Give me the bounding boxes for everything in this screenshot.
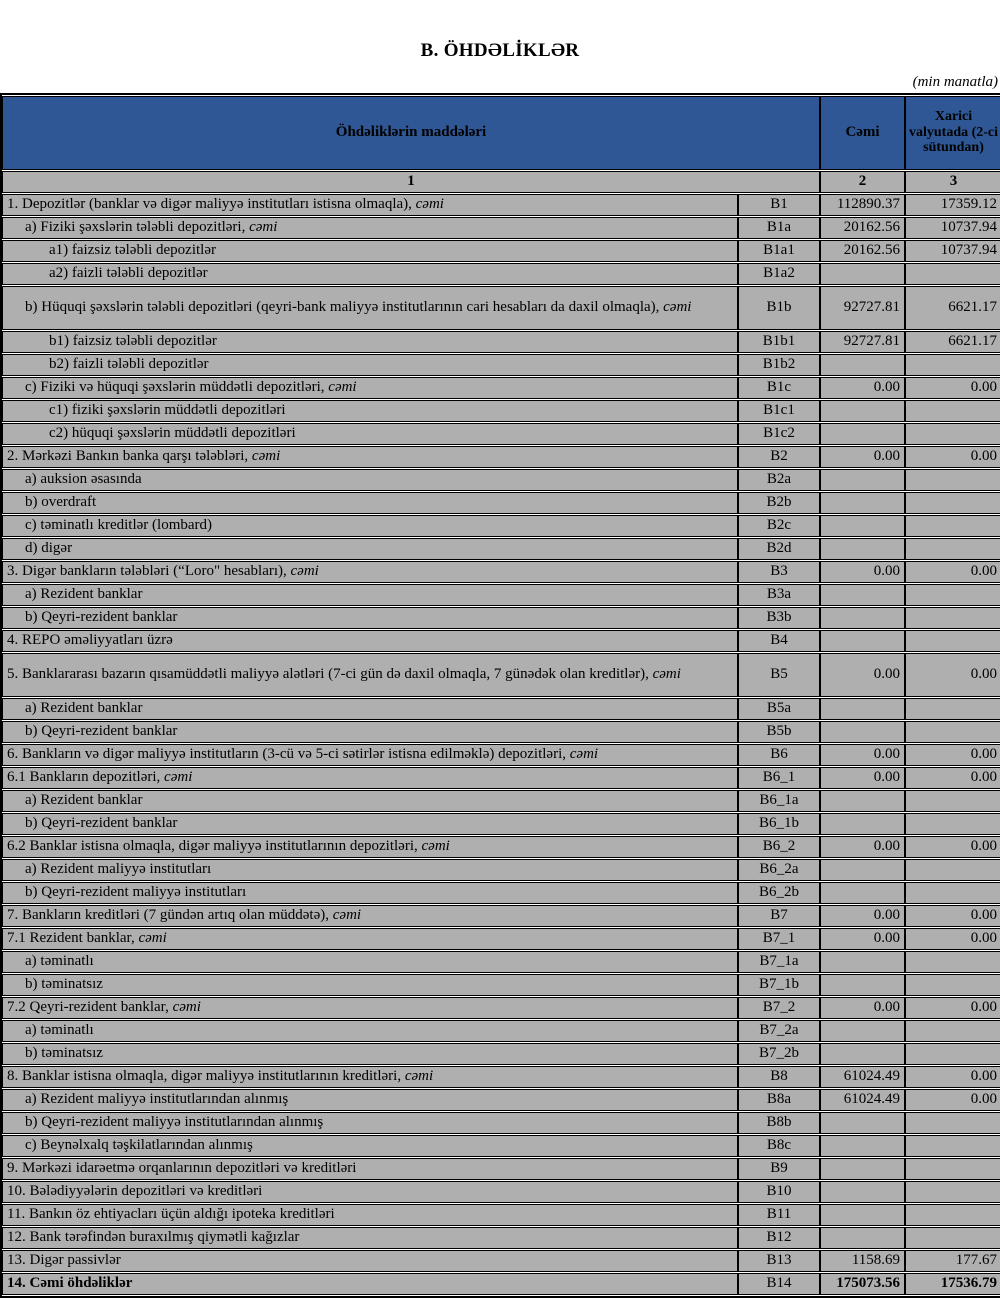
row-fx-value: 0.00 <box>905 377 1000 399</box>
table-row <box>2 859 1000 881</box>
row-fx-value: 0.00 <box>905 1066 1000 1088</box>
row-fx-value <box>905 400 1000 422</box>
row-code: B7_1b <box>738 974 820 996</box>
row-total-value <box>820 630 905 652</box>
row-total-value <box>820 790 905 812</box>
row-label: a) təminatlı <box>2 951 738 973</box>
table-row <box>2 744 1000 766</box>
row-code: B4 <box>738 630 820 652</box>
table-row <box>2 1135 1000 1157</box>
row-total-value <box>820 1135 905 1157</box>
row-code: B2d <box>738 538 820 560</box>
row-label: 2. Mərkəzi Bankın banka qarşı tələbləri, cəmi <box>2 446 738 468</box>
row-total-value: 0.00 <box>820 905 905 927</box>
row-label: 14. Cəmi öhdəliklər <box>2 1273 738 1295</box>
row-label: b) Hüquqi şəxslərin tələbli depozitləri (qeyri-bank maliyyə institutlarının cari hesabları da daxil olmaqla), cəmi <box>2 286 738 330</box>
row-fx-value <box>905 630 1000 652</box>
row-total-value: 61024.49 <box>820 1089 905 1111</box>
table-row <box>2 882 1000 904</box>
row-total-value <box>820 721 905 743</box>
row-code: B1b2 <box>738 354 820 376</box>
row-label: a) Rezident banklar <box>2 698 738 720</box>
row-total-value <box>820 1020 905 1042</box>
row-code: B5a <box>738 698 820 720</box>
row-label: 11. Bankın öz ehtiyacları üçün aldığı ipoteka kreditləri <box>2 1204 738 1226</box>
table-row <box>2 928 1000 950</box>
row-fx-value <box>905 1204 1000 1226</box>
table-row <box>2 974 1000 996</box>
row-fx-value: 0.00 <box>905 836 1000 858</box>
table-row <box>2 698 1000 720</box>
row-fx-value <box>905 1227 1000 1249</box>
row-label: 9. Mərkəzi idarəetmə orqanlarının depozitləri və kreditləri <box>2 1158 738 1180</box>
row-label: 12. Bank tərəfindən buraxılmış qiymətli kağızlar <box>2 1227 738 1249</box>
row-total-value <box>820 1158 905 1180</box>
row-label: b) Qeyri-rezident banklar <box>2 607 738 629</box>
table-row <box>2 1273 1000 1295</box>
row-code: B6_2b <box>738 882 820 904</box>
table-row <box>2 1066 1000 1088</box>
row-fx-value <box>905 1181 1000 1203</box>
row-total-value <box>820 492 905 514</box>
row-label: b) Qeyri-rezident banklar <box>2 813 738 835</box>
row-total-value: 0.00 <box>820 377 905 399</box>
row-fx-value: 17536.79 <box>905 1273 1000 1295</box>
row-fx-value <box>905 1112 1000 1134</box>
row-label: 13. Digər passivlər <box>2 1250 738 1272</box>
table-row <box>2 1250 1000 1272</box>
row-fx-value <box>905 1135 1000 1157</box>
row-label: c1) fiziki şəxslərin müddətli depozitləri <box>2 400 738 422</box>
row-total-value <box>820 974 905 996</box>
table-row <box>2 492 1000 514</box>
row-fx-value <box>905 790 1000 812</box>
row-code: B1 <box>738 194 820 216</box>
row-label: 3. Digər bankların tələbləri (“Loro" hesabları), cəmi <box>2 561 738 583</box>
table-header-row <box>2 96 1000 170</box>
table-row <box>2 538 1000 560</box>
row-total-value: 0.00 <box>820 446 905 468</box>
row-code: B1b1 <box>738 331 820 353</box>
row-fx-value: 6621.17 <box>905 331 1000 353</box>
row-label: 4. REPO əməliyyatları üzrə <box>2 630 738 652</box>
row-total-value: 61024.49 <box>820 1066 905 1088</box>
row-fx-value <box>905 607 1000 629</box>
row-fx-value: 17359.12 <box>905 194 1000 216</box>
liabilities-table <box>0 93 1000 1298</box>
row-label: 7.2 Qeyri-rezident banklar, cəmi <box>2 997 738 1019</box>
row-code: B2 <box>738 446 820 468</box>
row-fx-value: 0.00 <box>905 997 1000 1019</box>
table-row <box>2 1158 1000 1180</box>
table-row <box>2 584 1000 606</box>
row-label: a) Rezident banklar <box>2 790 738 812</box>
row-total-value: 0.00 <box>820 928 905 950</box>
table-row <box>2 194 1000 216</box>
row-label: a) Rezident maliyyə institutları <box>2 859 738 881</box>
row-total-value <box>820 859 905 881</box>
row-code: B7 <box>738 905 820 927</box>
row-total-value <box>820 263 905 285</box>
row-code: B8c <box>738 1135 820 1157</box>
row-fx-value <box>905 469 1000 491</box>
row-fx-value: 6621.17 <box>905 286 1000 330</box>
row-code: B1c2 <box>738 423 820 445</box>
header-fx-column: Xarici valyutada (2-ci sütundan) <box>905 96 1000 170</box>
table-row <box>2 1112 1000 1134</box>
table-row <box>2 469 1000 491</box>
table-row <box>2 721 1000 743</box>
row-code: B6 <box>738 744 820 766</box>
row-code: B2b <box>738 492 820 514</box>
row-total-value <box>820 1204 905 1226</box>
column-number-row <box>2 171 1000 193</box>
row-total-value: 0.00 <box>820 653 905 697</box>
row-code: B7_2a <box>738 1020 820 1042</box>
row-code: B7_2b <box>738 1043 820 1065</box>
table-row <box>2 331 1000 353</box>
row-total-value <box>820 469 905 491</box>
column-number-3: 3 <box>905 171 1000 193</box>
row-code: B1c <box>738 377 820 399</box>
row-label: a) auksion əsasında <box>2 469 738 491</box>
row-code: B1c1 <box>738 400 820 422</box>
table-row <box>2 400 1000 422</box>
row-total-value <box>820 1181 905 1203</box>
row-fx-value: 177.67 <box>905 1250 1000 1272</box>
row-code: B11 <box>738 1204 820 1226</box>
row-label: 6.1 Bankların depozitləri, cəmi <box>2 767 738 789</box>
table-row <box>2 263 1000 285</box>
row-total-value <box>820 538 905 560</box>
row-label: b) təminatsız <box>2 974 738 996</box>
row-label: a2) faizli tələbli depozitlər <box>2 263 738 285</box>
row-label: 8. Banklar istisna olmaqla, digər maliyyə institutlarının kreditləri, cəmi <box>2 1066 738 1088</box>
row-code: B10 <box>738 1181 820 1203</box>
table-row <box>2 836 1000 858</box>
row-code: B2c <box>738 515 820 537</box>
row-code: B6_1 <box>738 767 820 789</box>
table-row <box>2 607 1000 629</box>
row-code: B6_1b <box>738 813 820 835</box>
row-code: B5 <box>738 653 820 697</box>
row-label: a) Fiziki şəxslərin tələbli depozitləri, cəmi <box>2 217 738 239</box>
row-total-value <box>820 813 905 835</box>
row-label: 10. Bələdiyyələrin depozitləri və kreditləri <box>2 1181 738 1203</box>
row-label: 1. Depozitlər (banklar və digər maliyyə institutları istisna olmaqla), cəmi <box>2 194 738 216</box>
row-total-value: 0.00 <box>820 744 905 766</box>
row-label: b2) faizli tələbli depozitlər <box>2 354 738 376</box>
row-fx-value: 0.00 <box>905 446 1000 468</box>
row-label: a) təminatlı <box>2 1020 738 1042</box>
row-label: 5. Banklararası bazarın qısamüddətli maliyyə alətləri (7-ci gün də daxil olmaqla, 7 günədək olan kreditlər), cəmi <box>2 653 738 697</box>
row-fx-value <box>905 1043 1000 1065</box>
table-row <box>2 997 1000 1019</box>
row-code: B6_2a <box>738 859 820 881</box>
row-fx-value <box>905 492 1000 514</box>
row-label: d) digər <box>2 538 738 560</box>
row-code: B8 <box>738 1066 820 1088</box>
row-total-value: 20162.56 <box>820 217 905 239</box>
table-row <box>2 1204 1000 1226</box>
table-row <box>2 561 1000 583</box>
row-label: a) Rezident banklar <box>2 584 738 606</box>
column-number-1: 1 <box>2 171 820 193</box>
row-label: c) təminatlı kreditlər (lombard) <box>2 515 738 537</box>
row-label: 6. Bankların və digər maliyyə institutların (3-cü və 5-ci sətirlər istisna edilməklə) depozitləri, cəmi <box>2 744 738 766</box>
table-row <box>2 217 1000 239</box>
page-title: B. ÖHDƏLİKLƏR <box>420 40 580 61</box>
row-label: b) Qeyri-rezident maliyyə institutları <box>2 882 738 904</box>
row-total-value: 0.00 <box>820 997 905 1019</box>
table-row <box>2 905 1000 927</box>
row-code: B14 <box>738 1273 820 1295</box>
row-code: B7_1a <box>738 951 820 973</box>
row-code: B1b <box>738 286 820 330</box>
row-total-value: 20162.56 <box>820 240 905 262</box>
row-fx-value <box>905 698 1000 720</box>
row-fx-value <box>905 859 1000 881</box>
row-total-value <box>820 1043 905 1065</box>
row-code: B8a <box>738 1089 820 1111</box>
row-total-value <box>820 423 905 445</box>
column-number-2: 2 <box>820 171 905 193</box>
row-code: B1a1 <box>738 240 820 262</box>
table-row <box>2 240 1000 262</box>
row-fx-value <box>905 263 1000 285</box>
row-code: B12 <box>738 1227 820 1249</box>
row-total-value: 112890.37 <box>820 194 905 216</box>
table-row <box>2 446 1000 468</box>
row-fx-value <box>905 1158 1000 1180</box>
row-label: b) Qeyri-rezident banklar <box>2 721 738 743</box>
row-code: B13 <box>738 1250 820 1272</box>
row-total-value <box>820 607 905 629</box>
row-fx-value: 0.00 <box>905 653 1000 697</box>
row-label: b) Qeyri-rezident maliyyə institutlarından alınmış <box>2 1112 738 1134</box>
row-fx-value <box>905 423 1000 445</box>
row-code: B3a <box>738 584 820 606</box>
row-total-value <box>820 882 905 904</box>
table-row <box>2 1181 1000 1203</box>
row-code: B7_1 <box>738 928 820 950</box>
row-code: B3 <box>738 561 820 583</box>
row-label: 7. Bankların kreditləri (7 gündən artıq olan müddətə), cəmi <box>2 905 738 927</box>
row-fx-value <box>905 515 1000 537</box>
unit-note: (min manatla) <box>912 74 998 90</box>
row-label: c2) hüquqi şəxslərin müddətli depozitləri <box>2 423 738 445</box>
row-fx-value <box>905 538 1000 560</box>
row-total-value <box>820 951 905 973</box>
row-label: a) Rezident maliyyə institutlarından alınmış <box>2 1089 738 1111</box>
row-fx-value <box>905 721 1000 743</box>
row-code: B7_2 <box>738 997 820 1019</box>
row-label: c) Fiziki və hüquqi şəxslərin müddətli depozitləri, cəmi <box>2 377 738 399</box>
row-label: b1) faizsiz tələbli depozitlər <box>2 331 738 353</box>
row-label: c) Beynəlxalq təşkilatlarından alınmış <box>2 1135 738 1157</box>
row-total-value <box>820 698 905 720</box>
row-total-value <box>820 584 905 606</box>
row-total-value: 92727.81 <box>820 286 905 330</box>
row-label: 7.1 Rezident banklar, cəmi <box>2 928 738 950</box>
row-total-value <box>820 1112 905 1134</box>
table-row <box>2 790 1000 812</box>
table-row <box>2 653 1000 697</box>
row-fx-value <box>905 882 1000 904</box>
row-fx-value <box>905 354 1000 376</box>
row-code: B1a2 <box>738 263 820 285</box>
row-code: B6_1a <box>738 790 820 812</box>
row-code: B2a <box>738 469 820 491</box>
row-total-value <box>820 400 905 422</box>
row-fx-value <box>905 584 1000 606</box>
row-fx-value <box>905 951 1000 973</box>
row-label: b) overdraft <box>2 492 738 514</box>
row-fx-value: 0.00 <box>905 1089 1000 1111</box>
table-row <box>2 951 1000 973</box>
row-total-value: 175073.56 <box>820 1273 905 1295</box>
row-fx-value: 0.00 <box>905 767 1000 789</box>
row-total-value <box>820 515 905 537</box>
row-label: 6.2 Banklar istisna olmaqla, digər maliyyə institutlarının depozitləri, cəmi <box>2 836 738 858</box>
row-total-value: 1158.69 <box>820 1250 905 1272</box>
row-fx-value: 0.00 <box>905 561 1000 583</box>
row-label: a1) faizsiz tələbli depozitlər <box>2 240 738 262</box>
row-fx-value <box>905 974 1000 996</box>
table-row <box>2 1089 1000 1111</box>
table-row <box>2 286 1000 330</box>
table-row <box>2 354 1000 376</box>
table-row <box>2 377 1000 399</box>
row-fx-value <box>905 1020 1000 1042</box>
table-row <box>2 630 1000 652</box>
row-fx-value: 0.00 <box>905 905 1000 927</box>
table-row <box>2 1020 1000 1042</box>
row-fx-value: 10737.94 <box>905 240 1000 262</box>
row-fx-value <box>905 813 1000 835</box>
row-fx-value: 10737.94 <box>905 217 1000 239</box>
table-row <box>2 1227 1000 1249</box>
row-code: B9 <box>738 1158 820 1180</box>
row-label: b) təminatsız <box>2 1043 738 1065</box>
row-total-value: 0.00 <box>820 836 905 858</box>
table-row <box>2 767 1000 789</box>
table-row <box>2 423 1000 445</box>
table-row <box>2 813 1000 835</box>
table-row <box>2 515 1000 537</box>
row-total-value <box>820 354 905 376</box>
header-total-column: Cəmi <box>820 96 905 170</box>
row-fx-value: 0.00 <box>905 744 1000 766</box>
row-total-value: 92727.81 <box>820 331 905 353</box>
table-row <box>2 1043 1000 1065</box>
row-code: B1a <box>738 217 820 239</box>
header-items-column: Öhdəliklərin maddələri <box>2 96 820 170</box>
table-body <box>2 194 1000 1295</box>
row-code: B5b <box>738 721 820 743</box>
row-total-value: 0.00 <box>820 561 905 583</box>
row-total-value: 0.00 <box>820 767 905 789</box>
row-code: B8b <box>738 1112 820 1134</box>
row-code: B6_2 <box>738 836 820 858</box>
row-fx-value: 0.00 <box>905 928 1000 950</box>
row-code: B3b <box>738 607 820 629</box>
row-total-value <box>820 1227 905 1249</box>
